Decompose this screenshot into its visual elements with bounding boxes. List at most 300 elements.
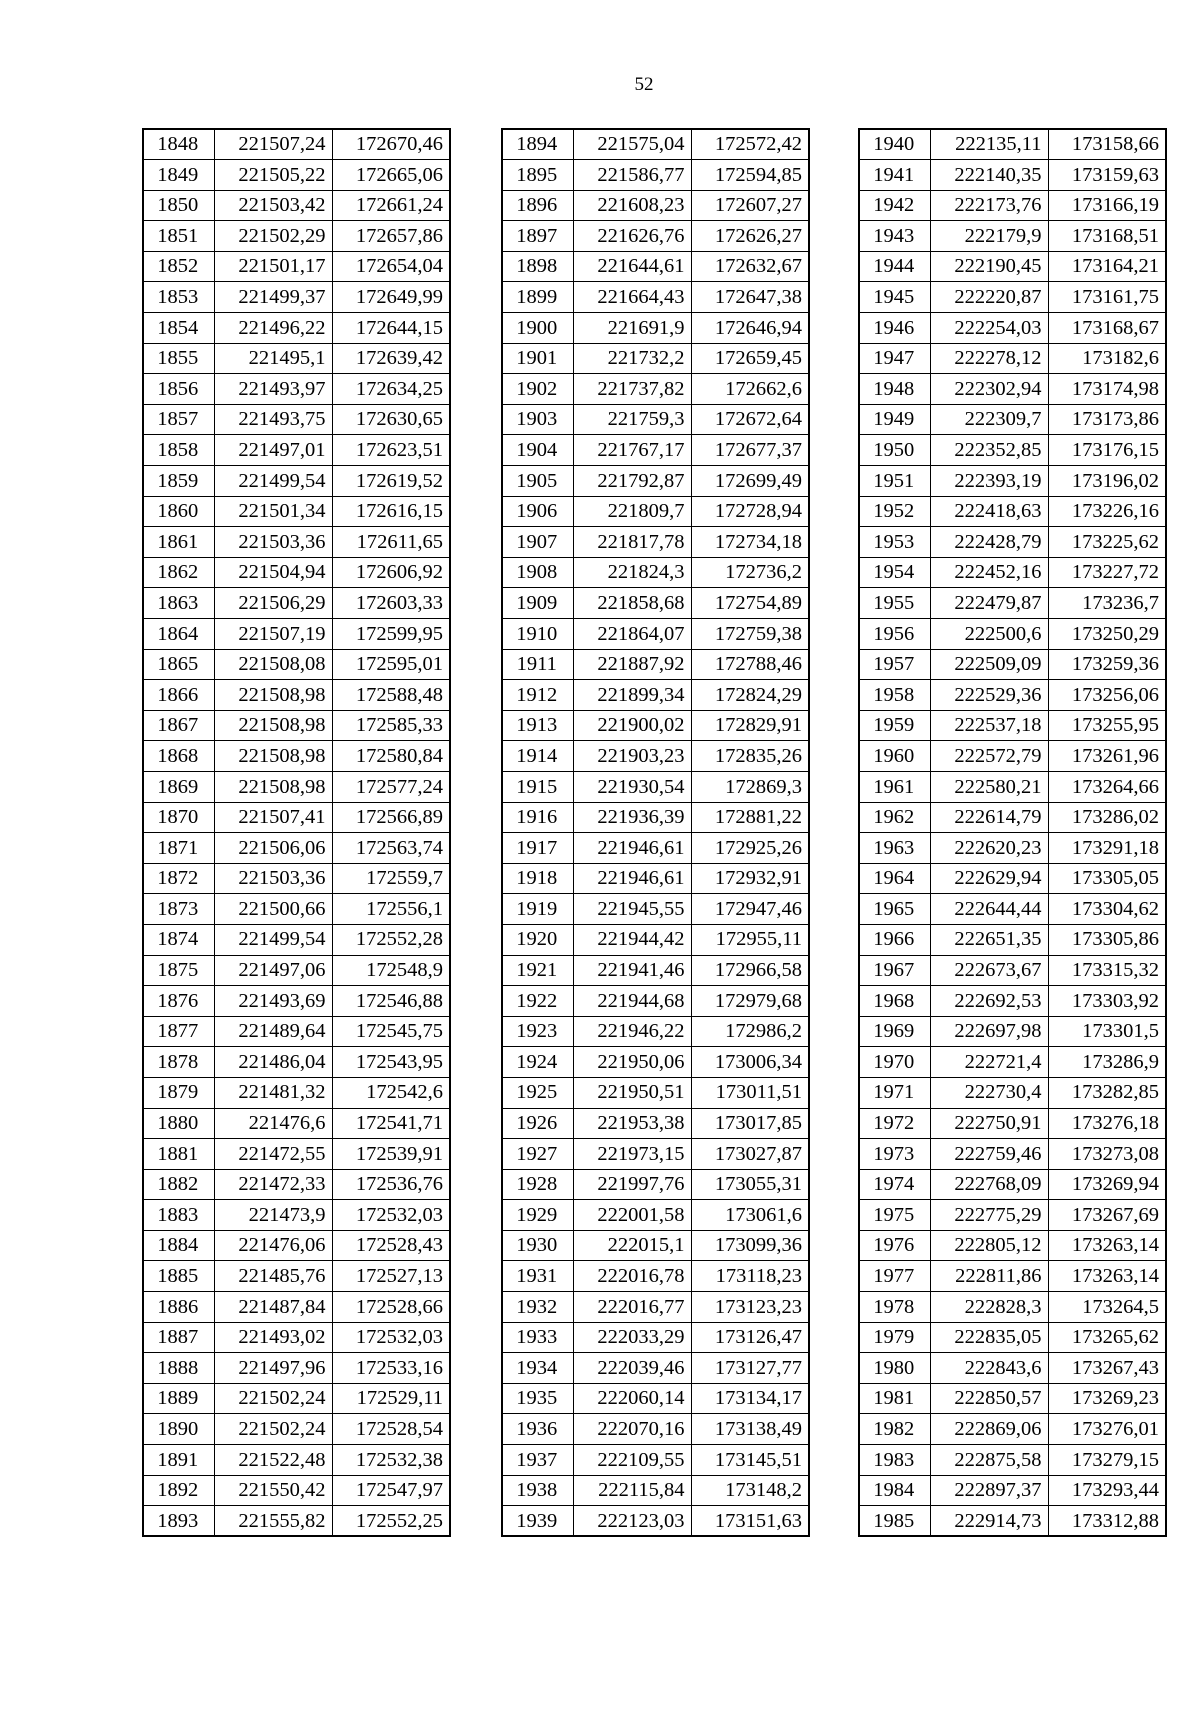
point-number-cell: 1984 [859, 1475, 930, 1506]
y-coordinate-cell: 173256,06 [1048, 680, 1166, 711]
y-coordinate-cell: 172528,43 [332, 1230, 450, 1261]
table-row [143, 435, 450, 466]
point-number-cell: 1920 [502, 924, 573, 955]
point-number-cell: 1926 [502, 1108, 573, 1139]
y-coordinate-cell: 172829,91 [691, 710, 809, 741]
x-coordinate-cell: 221737,82 [573, 374, 691, 405]
y-coordinate-cell: 173161,75 [1048, 282, 1166, 313]
y-coordinate-cell: 173255,95 [1048, 710, 1166, 741]
point-number-cell: 1967 [859, 955, 930, 986]
point-number-cell: 1974 [859, 1169, 930, 1200]
y-coordinate-cell: 173134,17 [691, 1383, 809, 1414]
y-coordinate-cell: 173267,43 [1048, 1353, 1166, 1384]
y-coordinate-cell: 172572,42 [691, 129, 809, 160]
x-coordinate-cell: 222572,79 [930, 741, 1048, 772]
y-coordinate-cell: 173011,51 [691, 1077, 809, 1108]
y-coordinate-cell: 173265,62 [1048, 1322, 1166, 1353]
point-number-cell: 1871 [143, 833, 214, 864]
point-number-cell: 1962 [859, 802, 930, 833]
y-coordinate-cell: 173055,31 [691, 1169, 809, 1200]
table-row [859, 1077, 1166, 1108]
table-row [859, 955, 1166, 986]
x-coordinate-cell: 222302,94 [930, 374, 1048, 405]
x-coordinate-cell: 221495,1 [214, 343, 332, 374]
x-coordinate-cell: 222620,23 [930, 833, 1048, 864]
x-coordinate-cell: 222759,46 [930, 1139, 1048, 1170]
y-coordinate-cell: 173273,08 [1048, 1139, 1166, 1170]
table-row [859, 833, 1166, 864]
y-coordinate-cell: 172670,46 [332, 129, 450, 160]
table-row [143, 313, 450, 344]
y-coordinate-cell: 172559,7 [332, 863, 450, 894]
y-coordinate-cell: 172566,89 [332, 802, 450, 833]
point-number-cell: 1981 [859, 1383, 930, 1414]
point-number-cell: 1982 [859, 1414, 930, 1445]
x-coordinate-cell: 221644,61 [573, 251, 691, 282]
x-coordinate-cell: 221507,41 [214, 802, 332, 833]
y-coordinate-cell: 173286,9 [1048, 1047, 1166, 1078]
x-coordinate-cell: 222039,46 [573, 1353, 691, 1384]
y-coordinate-cell: 172869,3 [691, 771, 809, 802]
x-coordinate-cell: 221503,36 [214, 527, 332, 558]
table-row [859, 924, 1166, 955]
point-number-cell: 1857 [143, 404, 214, 435]
y-coordinate-cell: 172986,2 [691, 1016, 809, 1047]
point-number-cell: 1880 [143, 1108, 214, 1139]
x-coordinate-cell: 221900,02 [573, 710, 691, 741]
table-row [859, 1200, 1166, 1231]
point-number-cell: 1979 [859, 1322, 930, 1353]
y-coordinate-cell: 173148,2 [691, 1475, 809, 1506]
table-row [859, 1292, 1166, 1323]
point-number-cell: 1874 [143, 924, 214, 955]
coordinates-table-3 [858, 128, 1167, 1537]
x-coordinate-cell: 221903,23 [573, 741, 691, 772]
point-number-cell: 1856 [143, 374, 214, 405]
x-coordinate-cell: 222070,16 [573, 1414, 691, 1445]
point-number-cell: 1877 [143, 1016, 214, 1047]
point-number-cell: 1976 [859, 1230, 930, 1261]
x-coordinate-cell: 222016,77 [573, 1292, 691, 1323]
point-number-cell: 1873 [143, 894, 214, 925]
y-coordinate-cell: 172626,27 [691, 221, 809, 252]
y-coordinate-cell: 173291,18 [1048, 833, 1166, 864]
x-coordinate-cell: 222278,12 [930, 343, 1048, 374]
point-number-cell: 1862 [143, 557, 214, 588]
table-row [143, 619, 450, 650]
x-coordinate-cell: 221493,75 [214, 404, 332, 435]
y-coordinate-cell: 172545,75 [332, 1016, 450, 1047]
y-coordinate-cell: 173264,66 [1048, 771, 1166, 802]
x-coordinate-cell: 222768,09 [930, 1169, 1048, 1200]
y-coordinate-cell: 173006,34 [691, 1047, 809, 1078]
y-coordinate-cell: 172662,6 [691, 374, 809, 405]
table-row [502, 557, 809, 588]
x-coordinate-cell: 221505,22 [214, 160, 332, 191]
x-coordinate-cell: 221502,24 [214, 1383, 332, 1414]
x-coordinate-cell: 222016,78 [573, 1261, 691, 1292]
x-coordinate-cell: 221508,98 [214, 741, 332, 772]
table-row [502, 374, 809, 405]
point-number-cell: 1875 [143, 955, 214, 986]
x-coordinate-cell: 221946,61 [573, 863, 691, 894]
point-number-cell: 1879 [143, 1077, 214, 1108]
x-coordinate-cell: 221493,02 [214, 1322, 332, 1353]
point-number-cell: 1900 [502, 313, 573, 344]
point-number-cell: 1971 [859, 1077, 930, 1108]
x-coordinate-cell: 222697,98 [930, 1016, 1048, 1047]
x-coordinate-cell: 221499,54 [214, 924, 332, 955]
point-number-cell: 1894 [502, 129, 573, 160]
table-row [859, 466, 1166, 497]
y-coordinate-cell: 172606,92 [332, 557, 450, 588]
y-coordinate-cell: 172543,95 [332, 1047, 450, 1078]
y-coordinate-cell: 173312,88 [1048, 1506, 1166, 1537]
table-row [143, 802, 450, 833]
y-coordinate-cell: 172580,84 [332, 741, 450, 772]
table-row [502, 404, 809, 435]
table-row [502, 588, 809, 619]
x-coordinate-cell: 222914,73 [930, 1506, 1048, 1537]
table-row [143, 160, 450, 191]
point-number-cell: 1949 [859, 404, 930, 435]
table-row [143, 1230, 450, 1261]
table-row [143, 710, 450, 741]
y-coordinate-cell: 173196,02 [1048, 466, 1166, 497]
y-coordinate-cell: 172728,94 [691, 496, 809, 527]
point-number-cell: 1851 [143, 221, 214, 252]
x-coordinate-cell: 221487,84 [214, 1292, 332, 1323]
table-row [859, 1322, 1166, 1353]
point-number-cell: 1901 [502, 343, 573, 374]
y-coordinate-cell: 173126,47 [691, 1322, 809, 1353]
table-row [143, 343, 450, 374]
point-number-cell: 1899 [502, 282, 573, 313]
table-row [143, 374, 450, 405]
y-coordinate-cell: 173151,63 [691, 1506, 809, 1537]
table-row [502, 282, 809, 313]
y-coordinate-cell: 172824,29 [691, 680, 809, 711]
table-row [502, 1292, 809, 1323]
point-number-cell: 1869 [143, 771, 214, 802]
x-coordinate-cell: 222730,4 [930, 1077, 1048, 1108]
point-number-cell: 1913 [502, 710, 573, 741]
point-number-cell: 1895 [502, 160, 573, 191]
table-row [859, 1353, 1166, 1384]
x-coordinate-cell: 222500,6 [930, 619, 1048, 650]
point-number-cell: 1852 [143, 251, 214, 282]
table-row [502, 190, 809, 221]
point-number-cell: 1906 [502, 496, 573, 527]
table-row [502, 833, 809, 864]
table-row [859, 160, 1166, 191]
y-coordinate-cell: 173159,63 [1048, 160, 1166, 191]
table-row [502, 1475, 809, 1506]
table-row [859, 527, 1166, 558]
x-coordinate-cell: 221504,94 [214, 557, 332, 588]
point-number-cell: 1929 [502, 1200, 573, 1231]
table-row [143, 1445, 450, 1476]
y-coordinate-cell: 173145,51 [691, 1445, 809, 1476]
y-coordinate-cell: 173226,16 [1048, 496, 1166, 527]
y-coordinate-cell: 173279,15 [1048, 1445, 1166, 1476]
point-number-cell: 1950 [859, 435, 930, 466]
x-coordinate-cell: 221499,54 [214, 466, 332, 497]
table-row [502, 1077, 809, 1108]
x-coordinate-cell: 222828,3 [930, 1292, 1048, 1323]
table-row [143, 251, 450, 282]
y-coordinate-cell: 172594,85 [691, 160, 809, 191]
y-coordinate-cell: 173236,7 [1048, 588, 1166, 619]
point-number-cell: 1965 [859, 894, 930, 925]
point-number-cell: 1858 [143, 435, 214, 466]
point-number-cell: 1866 [143, 680, 214, 711]
point-number-cell: 1957 [859, 649, 930, 680]
point-number-cell: 1972 [859, 1108, 930, 1139]
x-coordinate-cell: 221486,04 [214, 1047, 332, 1078]
table-row [859, 619, 1166, 650]
point-number-cell: 1915 [502, 771, 573, 802]
x-coordinate-cell: 221508,98 [214, 710, 332, 741]
x-coordinate-cell: 222173,76 [930, 190, 1048, 221]
y-coordinate-cell: 173303,92 [1048, 986, 1166, 1017]
y-coordinate-cell: 173305,05 [1048, 863, 1166, 894]
x-coordinate-cell: 222140,35 [930, 160, 1048, 191]
x-coordinate-cell: 221575,04 [573, 129, 691, 160]
point-number-cell: 1933 [502, 1322, 573, 1353]
y-coordinate-cell: 173099,36 [691, 1230, 809, 1261]
y-coordinate-cell: 172672,64 [691, 404, 809, 435]
table-row [143, 1077, 450, 1108]
table-row [859, 802, 1166, 833]
point-number-cell: 1958 [859, 680, 930, 711]
x-coordinate-cell: 222509,09 [930, 649, 1048, 680]
x-coordinate-cell: 221489,64 [214, 1016, 332, 1047]
table-row [143, 894, 450, 925]
table-row [502, 1414, 809, 1445]
y-coordinate-cell: 173138,49 [691, 1414, 809, 1445]
point-number-cell: 1917 [502, 833, 573, 864]
y-coordinate-cell: 172599,95 [332, 619, 450, 650]
point-number-cell: 1911 [502, 649, 573, 680]
x-coordinate-cell: 221550,42 [214, 1475, 332, 1506]
table-row [502, 160, 809, 191]
table-row [502, 466, 809, 497]
point-number-cell: 1975 [859, 1200, 930, 1231]
table-row [143, 1261, 450, 1292]
x-coordinate-cell: 221506,29 [214, 588, 332, 619]
y-coordinate-cell: 172556,1 [332, 894, 450, 925]
x-coordinate-cell: 222033,29 [573, 1322, 691, 1353]
table-row [859, 1108, 1166, 1139]
point-number-cell: 1904 [502, 435, 573, 466]
x-coordinate-cell: 221499,37 [214, 282, 332, 313]
table-row [859, 343, 1166, 374]
point-number-cell: 1983 [859, 1445, 930, 1476]
point-number-cell: 1935 [502, 1383, 573, 1414]
x-coordinate-cell: 221485,76 [214, 1261, 332, 1292]
y-coordinate-cell: 173127,77 [691, 1353, 809, 1384]
x-coordinate-cell: 221481,32 [214, 1077, 332, 1108]
point-number-cell: 1870 [143, 802, 214, 833]
x-coordinate-cell: 221507,24 [214, 129, 332, 160]
y-coordinate-cell: 172699,49 [691, 466, 809, 497]
point-number-cell: 1969 [859, 1016, 930, 1047]
x-coordinate-cell: 221522,48 [214, 1445, 332, 1476]
point-number-cell: 1956 [859, 619, 930, 650]
point-number-cell: 1943 [859, 221, 930, 252]
table-row [143, 466, 450, 497]
table-row [859, 251, 1166, 282]
table-row [143, 1047, 450, 1078]
y-coordinate-cell: 172623,51 [332, 435, 450, 466]
x-coordinate-cell: 222428,79 [930, 527, 1048, 558]
y-coordinate-cell: 172529,11 [332, 1383, 450, 1414]
table-row [143, 1506, 450, 1537]
y-coordinate-cell: 172659,45 [691, 343, 809, 374]
table-row [143, 221, 450, 252]
point-number-cell: 1908 [502, 557, 573, 588]
x-coordinate-cell: 221953,38 [573, 1108, 691, 1139]
table-row [143, 741, 450, 772]
x-coordinate-cell: 222479,87 [930, 588, 1048, 619]
x-coordinate-cell: 222629,94 [930, 863, 1048, 894]
table-row [143, 1383, 450, 1414]
y-coordinate-cell: 172585,33 [332, 710, 450, 741]
y-coordinate-cell: 173173,86 [1048, 404, 1166, 435]
x-coordinate-cell: 222060,14 [573, 1383, 691, 1414]
point-number-cell: 1898 [502, 251, 573, 282]
y-coordinate-cell: 173182,6 [1048, 343, 1166, 374]
table-row [502, 1230, 809, 1261]
y-coordinate-cell: 172788,46 [691, 649, 809, 680]
table-row [859, 190, 1166, 221]
y-coordinate-cell: 173164,21 [1048, 251, 1166, 282]
table-row [502, 863, 809, 894]
point-number-cell: 1861 [143, 527, 214, 558]
table-row [143, 1108, 450, 1139]
point-number-cell: 1925 [502, 1077, 573, 1108]
y-coordinate-cell: 172552,28 [332, 924, 450, 955]
point-number-cell: 1850 [143, 190, 214, 221]
x-coordinate-cell: 222850,57 [930, 1383, 1048, 1414]
table-row [859, 649, 1166, 680]
y-coordinate-cell: 173282,85 [1048, 1077, 1166, 1108]
x-coordinate-cell: 221817,78 [573, 527, 691, 558]
table-row [143, 190, 450, 221]
y-coordinate-cell: 172734,18 [691, 527, 809, 558]
x-coordinate-cell: 222452,16 [930, 557, 1048, 588]
x-coordinate-cell: 222123,03 [573, 1506, 691, 1537]
y-coordinate-cell: 173276,01 [1048, 1414, 1166, 1445]
point-number-cell: 1951 [859, 466, 930, 497]
x-coordinate-cell: 221493,97 [214, 374, 332, 405]
point-number-cell: 1964 [859, 863, 930, 894]
x-coordinate-cell: 221936,39 [573, 802, 691, 833]
y-coordinate-cell: 172634,25 [332, 374, 450, 405]
y-coordinate-cell: 172632,67 [691, 251, 809, 282]
y-coordinate-cell: 172603,33 [332, 588, 450, 619]
y-coordinate-cell: 173261,96 [1048, 741, 1166, 772]
y-coordinate-cell: 172657,86 [332, 221, 450, 252]
table-row [502, 251, 809, 282]
x-coordinate-cell: 222869,06 [930, 1414, 1048, 1445]
point-number-cell: 1897 [502, 221, 573, 252]
x-coordinate-cell: 221506,06 [214, 833, 332, 864]
point-number-cell: 1948 [859, 374, 930, 405]
point-number-cell: 1921 [502, 955, 573, 986]
point-number-cell: 1968 [859, 986, 930, 1017]
x-coordinate-cell: 221476,06 [214, 1230, 332, 1261]
table-row [859, 1169, 1166, 1200]
point-number-cell: 1878 [143, 1047, 214, 1078]
table-row [502, 1506, 809, 1537]
point-number-cell: 1912 [502, 680, 573, 711]
table-row [502, 710, 809, 741]
point-number-cell: 1855 [143, 343, 214, 374]
point-number-cell: 1930 [502, 1230, 573, 1261]
table-row [143, 496, 450, 527]
x-coordinate-cell: 221950,51 [573, 1077, 691, 1108]
y-coordinate-cell: 172527,13 [332, 1261, 450, 1292]
point-number-cell: 1865 [143, 649, 214, 680]
x-coordinate-cell: 222109,55 [573, 1445, 691, 1476]
point-number-cell: 1954 [859, 557, 930, 588]
x-coordinate-cell: 221586,77 [573, 160, 691, 191]
point-number-cell: 1889 [143, 1383, 214, 1414]
table-row [502, 1139, 809, 1170]
table-row [502, 649, 809, 680]
point-number-cell: 1888 [143, 1353, 214, 1384]
x-coordinate-cell: 222775,29 [930, 1200, 1048, 1231]
y-coordinate-cell: 173225,62 [1048, 527, 1166, 558]
table-row [143, 404, 450, 435]
table-row [143, 1139, 450, 1170]
table-row [143, 649, 450, 680]
point-number-cell: 1876 [143, 986, 214, 1017]
y-coordinate-cell: 172536,76 [332, 1169, 450, 1200]
y-coordinate-cell: 172932,91 [691, 863, 809, 894]
point-number-cell: 1938 [502, 1475, 573, 1506]
table-row [502, 1322, 809, 1353]
x-coordinate-cell: 221945,55 [573, 894, 691, 925]
x-coordinate-cell: 221497,01 [214, 435, 332, 466]
y-coordinate-cell: 172541,71 [332, 1108, 450, 1139]
y-coordinate-cell: 172588,48 [332, 680, 450, 711]
y-coordinate-cell: 172754,89 [691, 588, 809, 619]
table-row [143, 1169, 450, 1200]
x-coordinate-cell: 221476,6 [214, 1108, 332, 1139]
y-coordinate-cell: 173269,23 [1048, 1383, 1166, 1414]
point-number-cell: 1955 [859, 588, 930, 619]
table-row [143, 129, 450, 160]
point-number-cell: 1919 [502, 894, 573, 925]
x-coordinate-cell: 221946,22 [573, 1016, 691, 1047]
table-row [143, 282, 450, 313]
point-number-cell: 1891 [143, 1445, 214, 1476]
table-row [143, 1353, 450, 1384]
x-coordinate-cell: 221508,08 [214, 649, 332, 680]
table-row [143, 986, 450, 1017]
y-coordinate-cell: 173315,32 [1048, 955, 1166, 986]
point-number-cell: 1947 [859, 343, 930, 374]
x-coordinate-cell: 222692,53 [930, 986, 1048, 1017]
y-coordinate-cell: 173293,44 [1048, 1475, 1166, 1506]
table-row [859, 1230, 1166, 1261]
x-coordinate-cell: 222750,91 [930, 1108, 1048, 1139]
table-row [502, 1383, 809, 1414]
x-coordinate-cell: 222309,7 [930, 404, 1048, 435]
